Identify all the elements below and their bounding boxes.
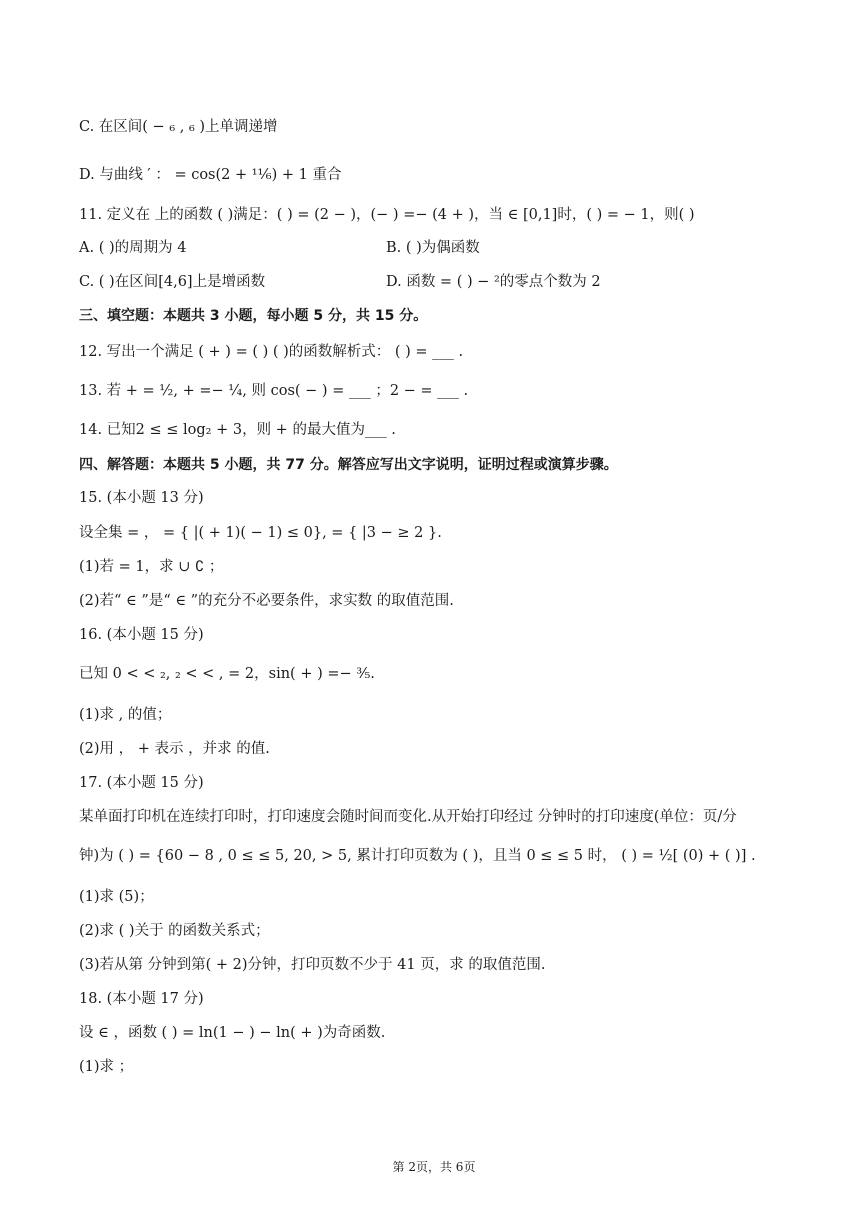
option-b-q11: B. ( )为偶函数 xyxy=(386,240,480,256)
question-12: 12. 写出一个满足 ( + ) = ( ) ( )的函数解析式： ( ) = ___ . xyxy=(79,344,464,360)
question-17-part1: (1)求 (5)； xyxy=(79,889,154,905)
question-16-part1: (1)求 , 的值； xyxy=(79,707,172,723)
question-11: 11. 定义在 上的函数 ( )满足：( ) = (2 − )，(− ) =− (4 + )，当 ∈ [0,1]时，( ) = − 1，则( ) xyxy=(79,207,695,223)
question-15-stem: 设全集 = ， = { |( + 1)( − 1) ≤ 0}, = { |3 − ≥ 2 }. xyxy=(79,525,442,541)
option-d-q10: D. 与曲线 ′ ： = cos(2 + ¹¹⁄₆) + 1 重合 xyxy=(79,167,342,183)
option-a-q11: A. ( )的周期为 4 xyxy=(79,240,187,256)
page-footer: 第 2页，共 6页 xyxy=(392,1160,476,1174)
question-15-part2: (2)若“ ∈ ”是“ ∈ ”的充分不必要条件，求实数 的取值范围. xyxy=(79,593,454,609)
option-d-q11: D. 函数 = ( ) − ²的零点个数为 2 xyxy=(386,274,601,290)
question-17-part2: (2)求 ( )关于 的函数关系式； xyxy=(79,923,270,939)
question-16-header: 16. (本小题 15 分) xyxy=(79,627,204,643)
section-fill-in-heading: 三、填空题：本题共 3 小题，每小题 5 分，共 15 分。 xyxy=(79,308,428,324)
option-c-q10: C. 在区间( − ₆ , ₆ )上单调递增 xyxy=(79,119,278,135)
question-17-part3: (3)若从第 分钟到第( + 2)分钟，打印页数不少于 41 页，求 的取值范围. xyxy=(79,957,546,973)
question-17-stem-line1: 某单面打印机在连续打印时，打印速度会随时间而变化.从开始打印经过 分钟时的打印速度(单位：页/分 xyxy=(79,809,737,825)
question-16-part2: (2)用 ， + 表示 ，并求 的值. xyxy=(79,741,270,757)
question-17-header: 17. (本小题 15 分) xyxy=(79,775,204,791)
question-13: 13. 若 + = ½, + =− ¼, 则 cos( − ) = ___ ；2 − = ___ . xyxy=(79,383,469,399)
question-15-header: 15. (本小题 13 分) xyxy=(79,490,204,506)
question-15-part1: (1)若 = 1，求 ∪ ∁ ； xyxy=(79,559,224,575)
question-18-stem: 设 ∈ ，函数 ( ) = ln(1 − ) − ln( + )为奇函数. xyxy=(79,1025,386,1041)
question-18-part1: (1)求 ； xyxy=(79,1059,134,1075)
question-18-header: 18. (本小题 17 分) xyxy=(79,991,204,1007)
question-17-stem-line2: 钟)为 ( ) = {60 − 8 , 0 ≤ ≤ 5, 20, > 5, 累计打印页数为 ( )，且当 0 ≤ ≤ 5 时， ( ) = ½[ (0) + ( )] . xyxy=(79,848,756,864)
question-14: 14. 已知2 ≤ ≤ log₂ + 3，则 + 的最大值为___ . xyxy=(79,422,396,438)
question-16-stem: 已知 0 < < ₂, ₂ < < , = 2，sin( + ) =− ³⁄₅. xyxy=(79,666,375,682)
option-c-q11: C. ( )在区间[4,6]上是增函数 xyxy=(79,274,266,290)
section-answer-heading: 四、解答题：本题共 5 小题，共 77 分。解答应写出文字说明，证明过程或演算步骤。 xyxy=(79,457,618,473)
